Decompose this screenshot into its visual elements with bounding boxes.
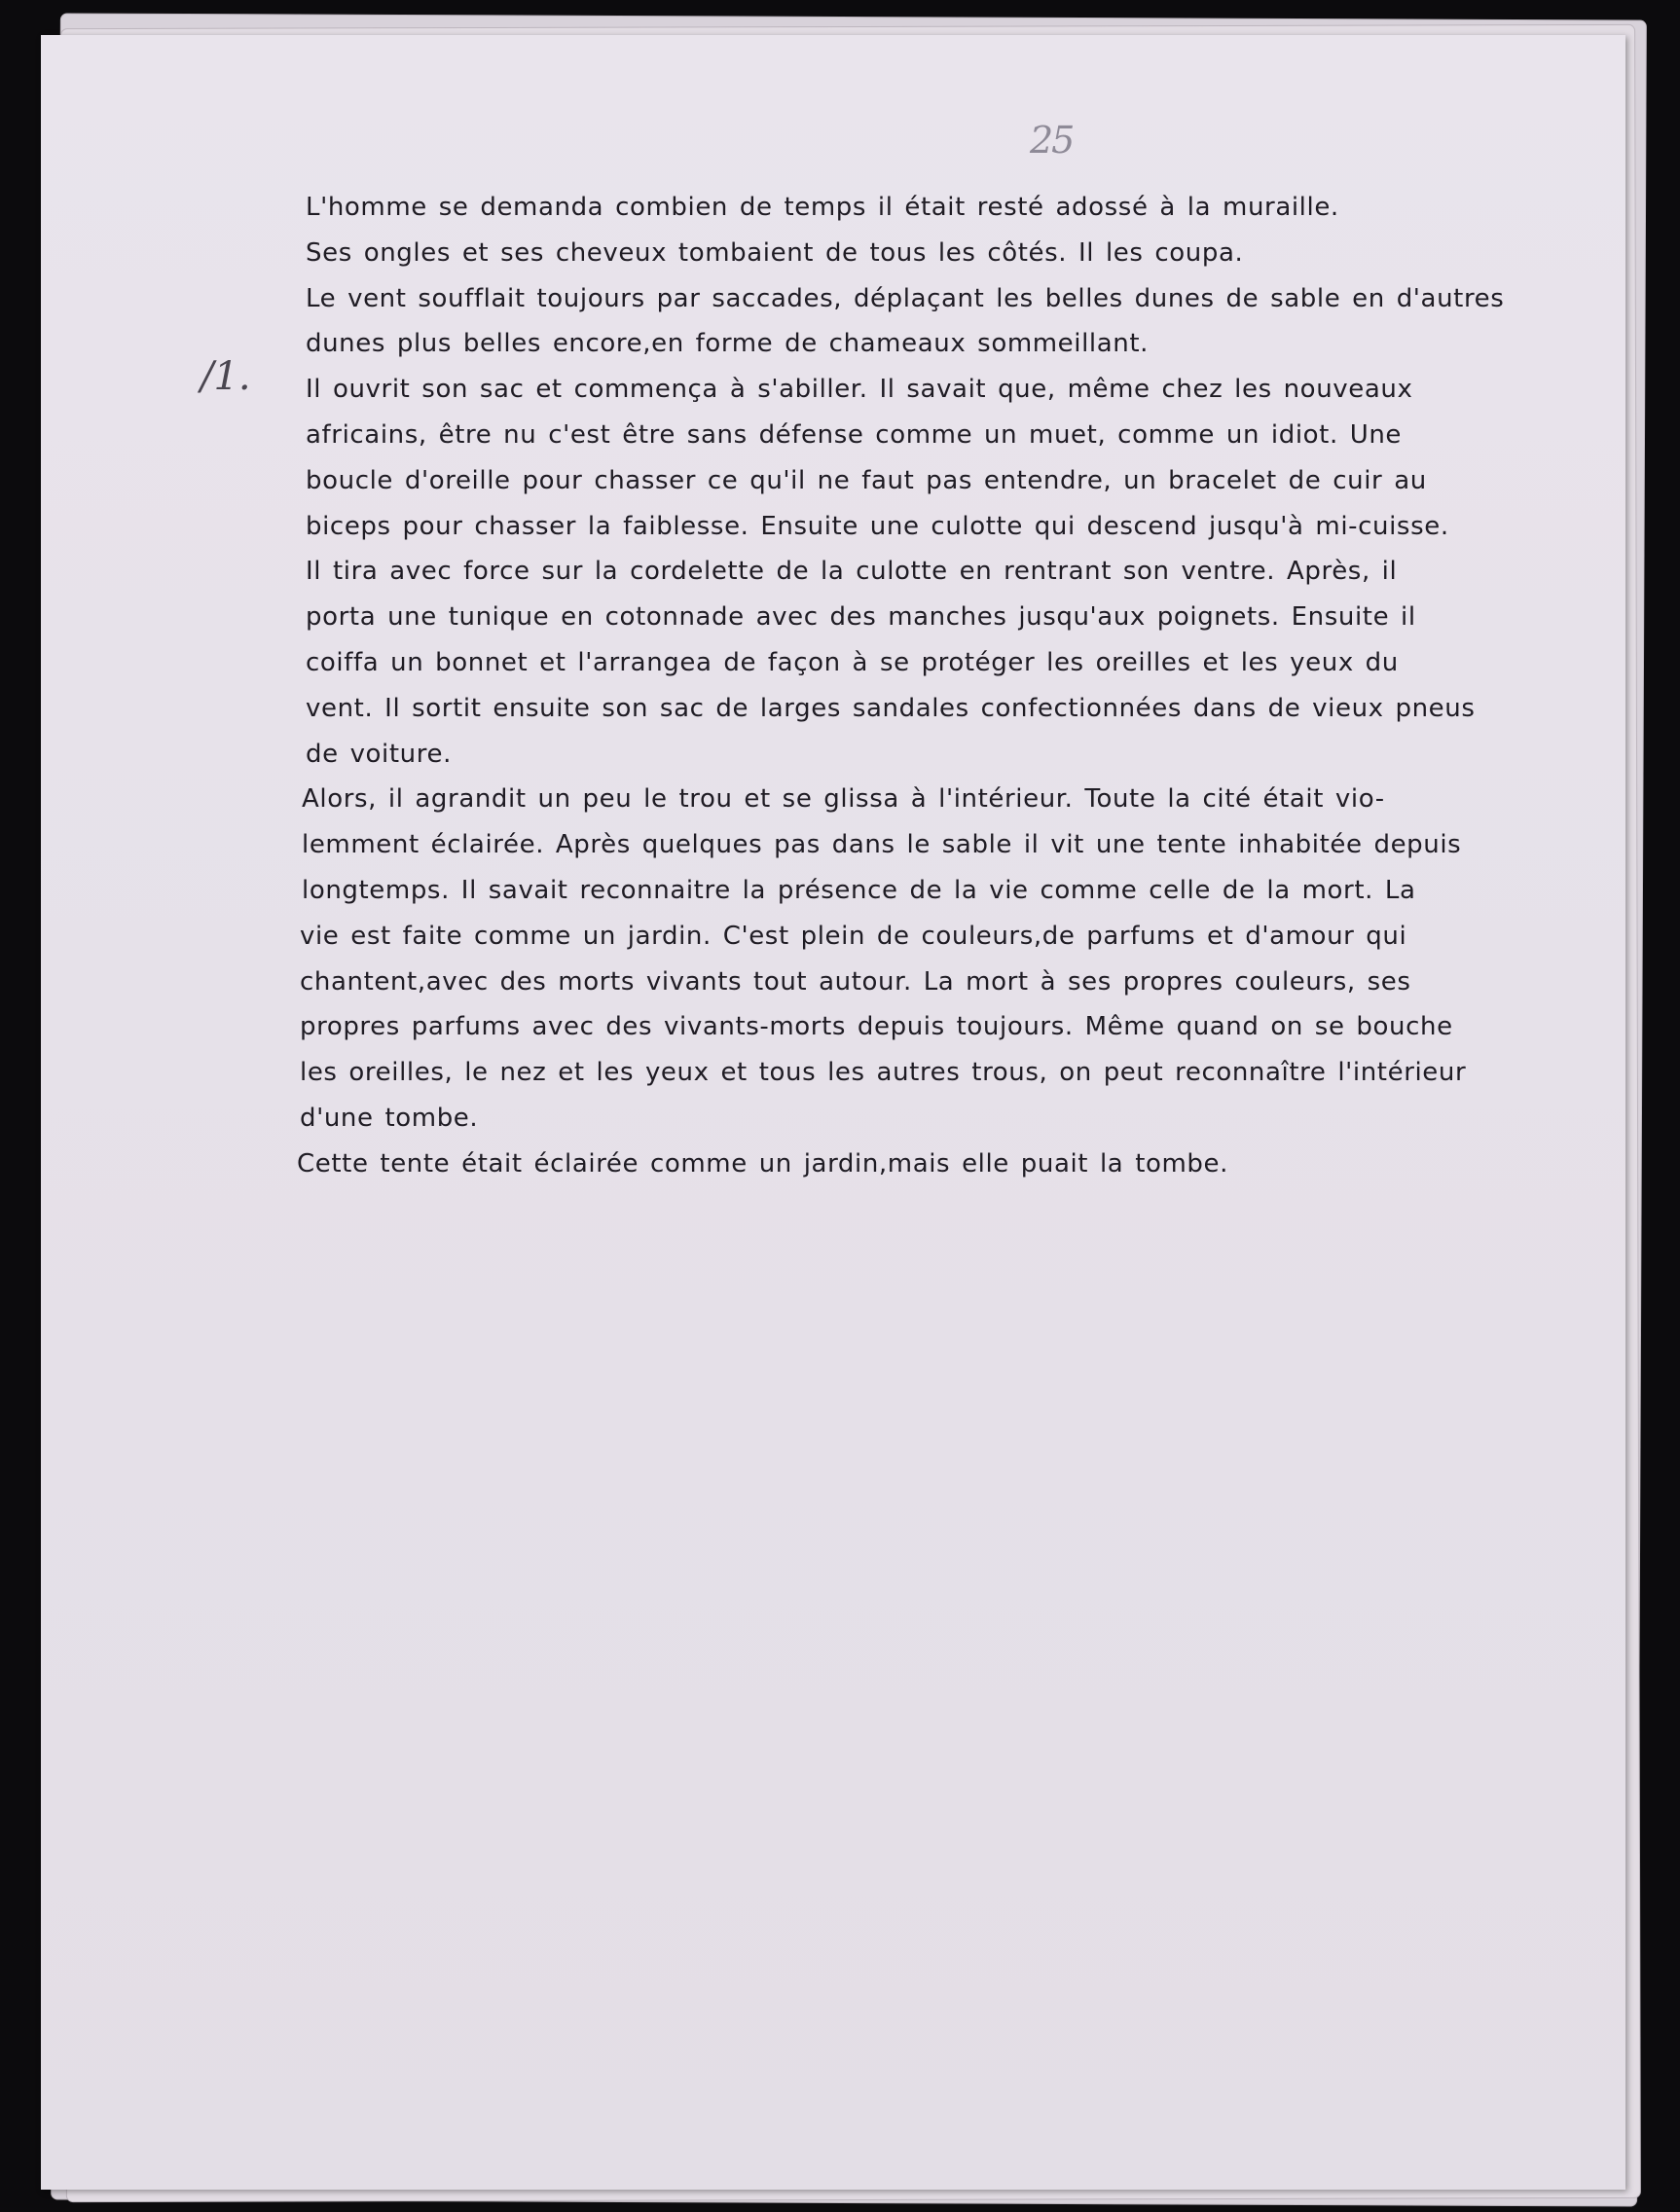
text-line: dunes plus belles encore,en forme de chameaux sommeillant. — [306, 329, 1150, 359]
text-line: africains, être nu c'est être sans défense comme un muet, comme un idiot. Une — [306, 419, 1402, 450]
text-line: propres parfums avec des vivants-morts depuis toujours. Même quand on se bouche — [300, 1012, 1453, 1042]
text-line: Il ouvrit son sac et commença à s'abiller. Il savait que, même chez les nouveaux — [306, 375, 1413, 405]
text-line: Il tira avec force sur la cordelette de la culotte en rentrant son ventre. Après, il — [306, 557, 1398, 587]
text-line: vie est faite comme un jardin. C'est plein de couleurs,de parfums et d'amour qui — [300, 921, 1407, 951]
handwritten-page-number: 25 — [1030, 119, 1074, 162]
text-line: lemment éclairée. Après quelques pas dans le sable il vit une tente inhabitée depuis — [302, 830, 1462, 860]
margin-annotation: /1. — [201, 354, 251, 399]
text-line: Alors, il agrandit un peu le trou et se glissa à l'intérieur. Toute la cité était vio- — [302, 784, 1385, 815]
text-line: d'une tombe. — [300, 1103, 479, 1133]
typescript-page — [41, 35, 1625, 2190]
text-line: de voiture. — [306, 739, 452, 769]
text-line: porta une tunique en cotonnade avec des manches jusqu'aux poignets. Ensuite il — [306, 602, 1416, 633]
text-line: longtemps. Il savait reconnaitre la présence de la vie comme celle de la mort. La — [302, 875, 1416, 905]
text-line: boucle d'oreille pour chasser ce qu'il ne faut pas entendre, un bracelet de cuir au — [306, 465, 1427, 495]
text-line: Cette tente était éclairée comme un jardin,mais elle puait la tombe. — [297, 1148, 1228, 1179]
text-line: biceps pour chasser la faiblesse. Ensuite une culotte qui descend jusqu'à mi-cuisse. — [306, 511, 1449, 541]
text-line: les oreilles, le nez et les yeux et tous les autres trous, on peut reconnaître l'intérieur — [300, 1058, 1467, 1088]
text-line: vent. Il sortit ensuite son sac de larges sandales confectionnées dans de vieux pneus — [306, 693, 1476, 723]
typescript-body — [297, 185, 1571, 1187]
text-line: chantent,avec des morts vivants tout autour. La mort à ses propres couleurs, ses — [300, 966, 1411, 997]
text-line: Le vent soufflait toujours par saccades, déplaçant les belles dunes de sable en d'autres — [306, 283, 1505, 313]
text-line: L'homme se demanda combien de temps il était resté adossé à la muraille. — [306, 193, 1339, 222]
text-line: coiffa un bonnet et l'arrangea de façon à se protéger les oreilles et les yeux du — [306, 647, 1399, 677]
text-line: Ses ongles et ses cheveux tombaient de tous les côtés. Il les coupa. — [306, 237, 1244, 268]
